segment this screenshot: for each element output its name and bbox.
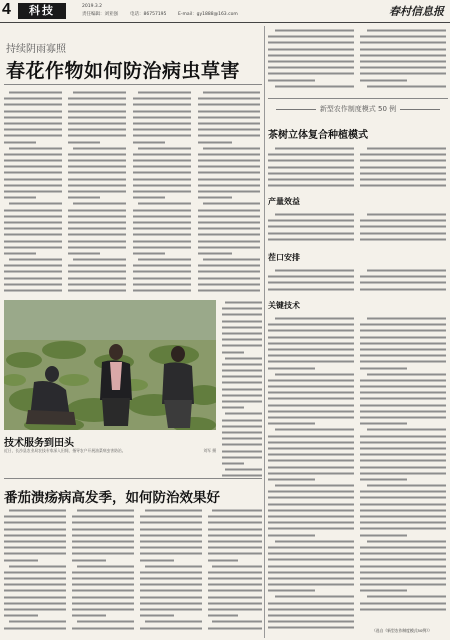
article1-column-6: [268, 28, 354, 92]
text-line: [360, 607, 446, 613]
sidebar-series-label-text: 新型农作制度模式 50 例: [319, 105, 397, 113]
editor: 责任编辑：刘亚强: [82, 12, 118, 17]
text-line: [360, 237, 446, 243]
section-divider: [4, 478, 262, 479]
text-line: [72, 626, 134, 632]
sidebar-yield-col-1: [268, 212, 354, 246]
article1-column-1: [4, 90, 62, 296]
text-line: [268, 183, 354, 189]
sidebar-section-yield: 产量效益: [268, 197, 300, 206]
text-line: [198, 288, 260, 294]
sidebar-title: 茶树立体复合种植模式: [268, 130, 368, 141]
article1-column-3: [133, 90, 191, 296]
article1-column-2: [68, 90, 126, 296]
text-line: [140, 626, 202, 632]
header-rule: [0, 22, 450, 23]
article2-headline: 番茄溃疡病高发季，如何防治效果好: [4, 490, 220, 506]
photo-credit: 刘军 摄: [203, 448, 216, 453]
sidebar-divider: [264, 26, 265, 638]
masthead-logo: 春村信息报: [389, 5, 444, 18]
text-line: [4, 626, 66, 632]
article1-column-5: [222, 300, 262, 480]
photo-caption-text: 近日，长沙县农业局农技专家深入田间，指导农户开展油菜病虫害防治。: [4, 448, 126, 453]
article1-column-4: [198, 90, 260, 296]
farmers-in-field-image: [4, 300, 216, 430]
section-label: 科技: [18, 3, 66, 19]
article1-column-7: [360, 28, 446, 92]
text-line: [367, 84, 446, 90]
article2-column-4: [208, 508, 262, 636]
text-line: [268, 287, 354, 293]
sidebar-section-rotation: 茬口安排: [268, 253, 300, 262]
sidebar-section-tech: 关键技术: [268, 301, 300, 310]
field-photo: [4, 300, 216, 430]
sidebar-rotation-col-2: [360, 268, 446, 294]
article2-column-3: [140, 508, 202, 636]
sidebar-tech-col-2: [360, 316, 446, 616]
issue-date: 2019.3.2: [82, 4, 103, 9]
photo-title: 技术服务到田头: [4, 438, 74, 449]
text-line: [68, 288, 126, 294]
text-line: [208, 626, 262, 632]
photo-caption: [4, 448, 216, 454]
text-line: [133, 288, 191, 294]
sidebar-source: （选自《新型农作制度模式50例》）: [372, 628, 432, 633]
text-line: [360, 287, 446, 293]
headline-rule: [4, 84, 262, 85]
sidebar-rotation-col-1: [268, 268, 354, 294]
text-line: [4, 288, 62, 294]
text-line: [360, 183, 446, 189]
article-headline: 春花作物如何防治病虫草害: [6, 60, 241, 82]
sidebar-series-label: [268, 104, 448, 114]
email: E-mail：gy1888@163.com: [178, 12, 238, 17]
article2-column-2: [72, 508, 134, 636]
sidebar-yield-col-2: [360, 212, 446, 246]
page-number: 4: [2, 1, 11, 18]
sidebar-top-rule: [268, 98, 448, 99]
phone: 电话：86757195: [130, 12, 167, 17]
page-header: [0, 0, 450, 22]
sidebar-intro-col-2: [360, 146, 446, 190]
article-kicker: 持续阴雨寡照: [6, 44, 66, 55]
text-line: [275, 84, 354, 90]
sidebar-tech-col-1: [268, 316, 354, 636]
article2-column-1: [4, 508, 66, 636]
text-line: [268, 625, 354, 631]
sidebar-intro-col-1: [268, 146, 354, 190]
text-line: [268, 237, 354, 243]
